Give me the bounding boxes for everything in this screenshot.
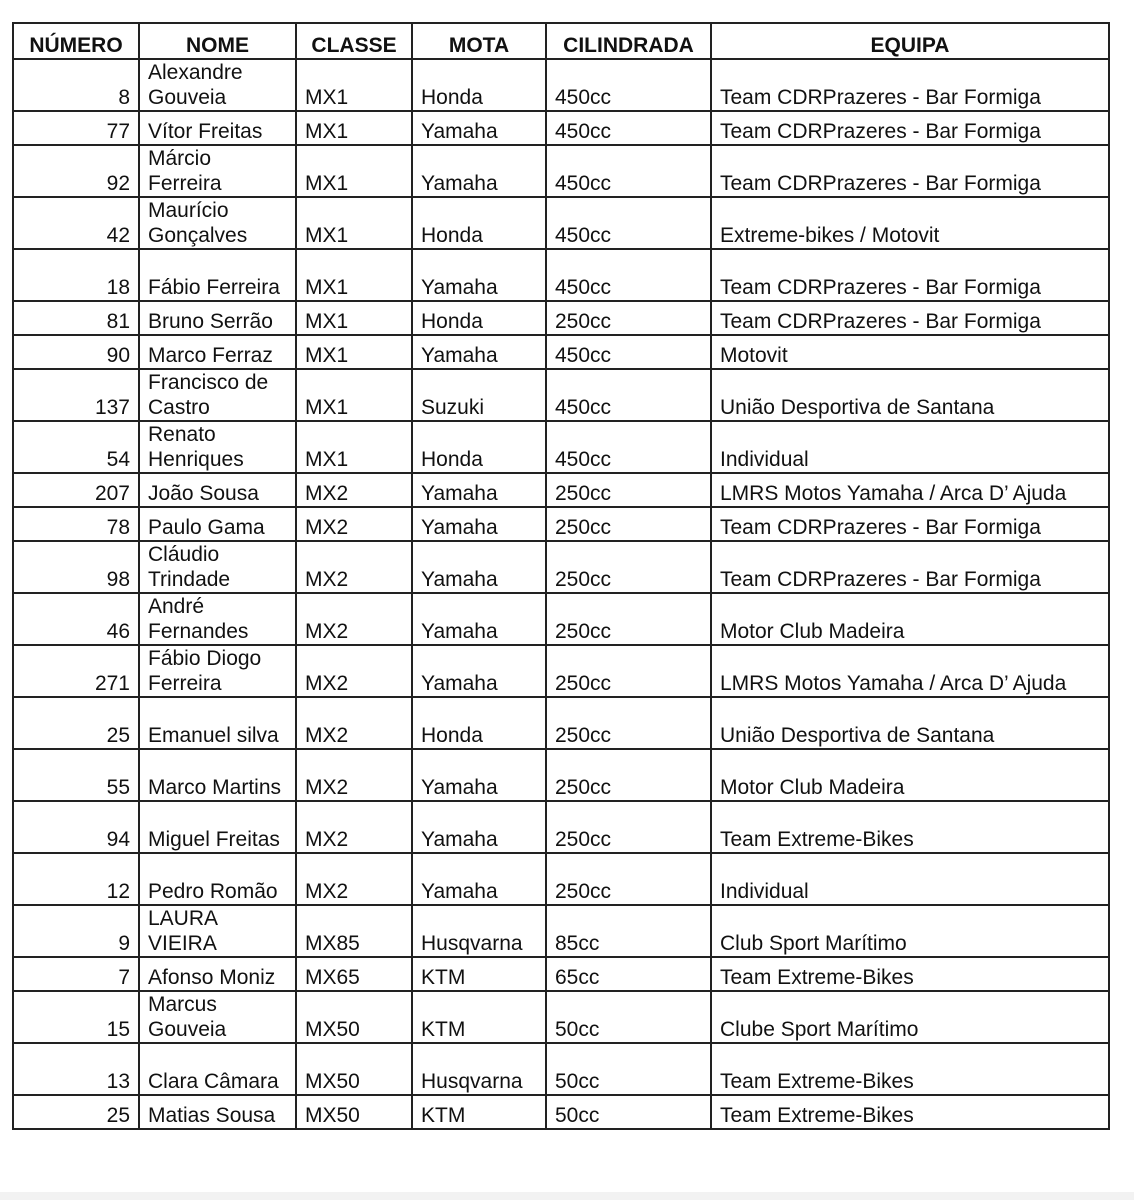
cell-equipa: Motor Club Madeira	[711, 593, 1109, 645]
cell-nome: Alexandre Gouveia	[139, 59, 296, 111]
cell-numero: 94	[13, 801, 139, 853]
cell-numero: 7	[13, 957, 139, 991]
cell-nome: Fábio Diogo Ferreira	[139, 645, 296, 697]
cell-nome: Emanuel silva	[139, 697, 296, 749]
table-row	[13, 645, 1109, 697]
cell-cilindrada: 50cc	[546, 1043, 711, 1095]
table-row	[13, 593, 1109, 645]
table-row	[13, 697, 1109, 749]
cell-numero: 8	[13, 59, 139, 111]
cell-nome: Clara Câmara	[139, 1043, 296, 1095]
cell-equipa: Team CDRPrazeres - Bar Formiga	[711, 145, 1109, 197]
cell-mota: Husqvarna	[412, 1043, 546, 1095]
cell-nome: Cláudio Trindade	[139, 541, 296, 593]
cell-cilindrada: 50cc	[546, 1095, 711, 1129]
cell-numero: 137	[13, 369, 139, 421]
cell-cilindrada: 250cc	[546, 801, 711, 853]
table-row	[13, 957, 1109, 991]
cell-cilindrada: 450cc	[546, 145, 711, 197]
cell-nome: Matias Sousa	[139, 1095, 296, 1129]
table-row	[13, 801, 1109, 853]
table-row	[13, 249, 1109, 301]
cell-equipa: União Desportiva de Santana	[711, 369, 1109, 421]
cell-nome: André Fernandes	[139, 593, 296, 645]
cell-numero: 98	[13, 541, 139, 593]
cell-numero: 15	[13, 991, 139, 1043]
cell-equipa: Team CDRPrazeres - Bar Formiga	[711, 507, 1109, 541]
cell-mota: Yamaha	[412, 593, 546, 645]
cell-numero: 78	[13, 507, 139, 541]
header-classe: CLASSE	[296, 23, 412, 59]
header-numero: NÚMERO	[13, 23, 139, 59]
table-row	[13, 541, 1109, 593]
cell-equipa: LMRS Motos Yamaha / Arca D’ Ajuda	[711, 645, 1109, 697]
cell-classe: MX50	[296, 1095, 412, 1129]
cell-cilindrada: 50cc	[546, 991, 711, 1043]
table-row	[13, 1043, 1109, 1095]
cell-cilindrada: 450cc	[546, 369, 711, 421]
cell-equipa: Team CDRPrazeres - Bar Formiga	[711, 111, 1109, 145]
cell-classe: MX1	[296, 249, 412, 301]
cell-numero: 271	[13, 645, 139, 697]
cell-cilindrada: 250cc	[546, 301, 711, 335]
cell-equipa: Team Extreme-Bikes	[711, 801, 1109, 853]
table-row	[13, 197, 1109, 249]
cell-cilindrada: 450cc	[546, 59, 711, 111]
rider-table	[12, 22, 1110, 1130]
cell-numero: 25	[13, 697, 139, 749]
cell-cilindrada: 250cc	[546, 697, 711, 749]
cell-equipa: Motor Club Madeira	[711, 749, 1109, 801]
cell-nome: LAURA VIEIRA	[139, 905, 296, 957]
cell-cilindrada: 450cc	[546, 249, 711, 301]
cell-classe: MX1	[296, 145, 412, 197]
cell-equipa: Team CDRPrazeres - Bar Formiga	[711, 249, 1109, 301]
cell-classe: MX1	[296, 59, 412, 111]
table-row	[13, 749, 1109, 801]
cell-nome: Marcus Gouveia	[139, 991, 296, 1043]
cell-classe: MX2	[296, 645, 412, 697]
table-row	[13, 335, 1109, 369]
cell-classe: MX50	[296, 1043, 412, 1095]
cell-nome: Paulo Gama	[139, 507, 296, 541]
cell-nome: Marco Ferraz	[139, 335, 296, 369]
cell-cilindrada: 65cc	[546, 957, 711, 991]
cell-classe: MX2	[296, 507, 412, 541]
cell-equipa: Club Sport Marítimo	[711, 905, 1109, 957]
cell-nome: Miguel Freitas	[139, 801, 296, 853]
cell-numero: 46	[13, 593, 139, 645]
cell-cilindrada: 450cc	[546, 111, 711, 145]
cell-equipa: Team CDRPrazeres - Bar Formiga	[711, 301, 1109, 335]
cell-mota: Yamaha	[412, 541, 546, 593]
cell-mota: Yamaha	[412, 249, 546, 301]
cell-equipa: Team CDRPrazeres - Bar Formiga	[711, 541, 1109, 593]
cell-cilindrada: 250cc	[546, 507, 711, 541]
rider-list-sheet	[12, 22, 1110, 1130]
cell-cilindrada: 450cc	[546, 197, 711, 249]
cell-numero: 12	[13, 853, 139, 905]
cell-mota: KTM	[412, 1095, 546, 1129]
cell-equipa: Team CDRPrazeres - Bar Formiga	[711, 59, 1109, 111]
cell-equipa: Team Extreme-Bikes	[711, 1095, 1109, 1129]
table-body	[13, 59, 1109, 1129]
header-equipa: EQUIPA	[711, 23, 1109, 59]
cell-numero: 81	[13, 301, 139, 335]
header-cilindrada: CILINDRADA	[546, 23, 711, 59]
cell-classe: MX2	[296, 541, 412, 593]
cell-cilindrada: 85cc	[546, 905, 711, 957]
cell-mota: Yamaha	[412, 111, 546, 145]
cell-cilindrada: 250cc	[546, 645, 711, 697]
cell-classe: MX50	[296, 991, 412, 1043]
cell-mota: Honda	[412, 197, 546, 249]
cell-classe: MX1	[296, 301, 412, 335]
header-nome: NOME	[139, 23, 296, 59]
table-row	[13, 59, 1109, 111]
cell-equipa: Individual	[711, 421, 1109, 473]
table-row	[13, 301, 1109, 335]
cell-classe: MX2	[296, 749, 412, 801]
cell-mota: Yamaha	[412, 645, 546, 697]
cell-classe: MX2	[296, 853, 412, 905]
cell-equipa: Extreme-bikes / Motovit	[711, 197, 1109, 249]
cell-numero: 90	[13, 335, 139, 369]
cell-equipa: Motovit	[711, 335, 1109, 369]
cell-nome: Marco Martins	[139, 749, 296, 801]
cell-cilindrada: 250cc	[546, 473, 711, 507]
cell-cilindrada: 450cc	[546, 335, 711, 369]
cell-nome: Fábio Ferreira	[139, 249, 296, 301]
cell-numero: 92	[13, 145, 139, 197]
cell-cilindrada: 250cc	[546, 541, 711, 593]
cell-numero: 54	[13, 421, 139, 473]
table-row	[13, 369, 1109, 421]
cell-nome: Afonso Moniz	[139, 957, 296, 991]
cell-cilindrada: 250cc	[546, 749, 711, 801]
cell-nome: Maurício Gonçalves	[139, 197, 296, 249]
cell-mota: Suzuki	[412, 369, 546, 421]
cell-classe: MX85	[296, 905, 412, 957]
cell-mota: Yamaha	[412, 507, 546, 541]
page-bottom-edge	[0, 1192, 1134, 1200]
cell-mota: Husqvarna	[412, 905, 546, 957]
cell-cilindrada: 450cc	[546, 421, 711, 473]
cell-mota: Yamaha	[412, 335, 546, 369]
cell-mota: Yamaha	[412, 853, 546, 905]
cell-mota: Yamaha	[412, 749, 546, 801]
cell-classe: MX1	[296, 369, 412, 421]
cell-numero: 77	[13, 111, 139, 145]
cell-nome: Pedro Romão	[139, 853, 296, 905]
cell-mota: KTM	[412, 957, 546, 991]
table-row	[13, 111, 1109, 145]
cell-equipa: Team Extreme-Bikes	[711, 1043, 1109, 1095]
table-row	[13, 991, 1109, 1043]
cell-mota: Honda	[412, 697, 546, 749]
cell-mota: Honda	[412, 421, 546, 473]
cell-classe: MX2	[296, 473, 412, 507]
cell-equipa: Team Extreme-Bikes	[711, 957, 1109, 991]
cell-numero: 55	[13, 749, 139, 801]
cell-equipa: Clube Sport Marítimo	[711, 991, 1109, 1043]
cell-nome: Renato Henriques	[139, 421, 296, 473]
table-row	[13, 473, 1109, 507]
cell-mota: Yamaha	[412, 145, 546, 197]
cell-equipa: Individual	[711, 853, 1109, 905]
cell-nome: Bruno Serrão	[139, 301, 296, 335]
cell-mota: Honda	[412, 301, 546, 335]
cell-mota: Yamaha	[412, 473, 546, 507]
cell-classe: MX1	[296, 335, 412, 369]
cell-nome: Francisco de Castro	[139, 369, 296, 421]
cell-numero: 42	[13, 197, 139, 249]
table-row	[13, 507, 1109, 541]
cell-classe: MX2	[296, 697, 412, 749]
table-row	[13, 145, 1109, 197]
cell-classe: MX2	[296, 593, 412, 645]
cell-classe: MX65	[296, 957, 412, 991]
cell-classe: MX2	[296, 801, 412, 853]
table-row	[13, 853, 1109, 905]
cell-nome: Vítor Freitas	[139, 111, 296, 145]
cell-mota: KTM	[412, 991, 546, 1043]
cell-nome: João Sousa	[139, 473, 296, 507]
cell-cilindrada: 250cc	[546, 593, 711, 645]
cell-numero: 13	[13, 1043, 139, 1095]
table-header-row	[13, 23, 1109, 59]
table-row	[13, 905, 1109, 957]
cell-numero: 18	[13, 249, 139, 301]
cell-classe: MX1	[296, 421, 412, 473]
cell-cilindrada: 250cc	[546, 853, 711, 905]
cell-classe: MX1	[296, 111, 412, 145]
cell-nome: Márcio Ferreira	[139, 145, 296, 197]
cell-numero: 25	[13, 1095, 139, 1129]
cell-equipa: LMRS Motos Yamaha / Arca D’ Ajuda	[711, 473, 1109, 507]
cell-mota: Honda	[412, 59, 546, 111]
cell-equipa: União Desportiva de Santana	[711, 697, 1109, 749]
header-mota: MOTA	[412, 23, 546, 59]
cell-numero: 207	[13, 473, 139, 507]
table-row	[13, 421, 1109, 473]
table-row	[13, 1095, 1109, 1129]
cell-classe: MX1	[296, 197, 412, 249]
cell-mota: Yamaha	[412, 801, 546, 853]
cell-numero: 9	[13, 905, 139, 957]
